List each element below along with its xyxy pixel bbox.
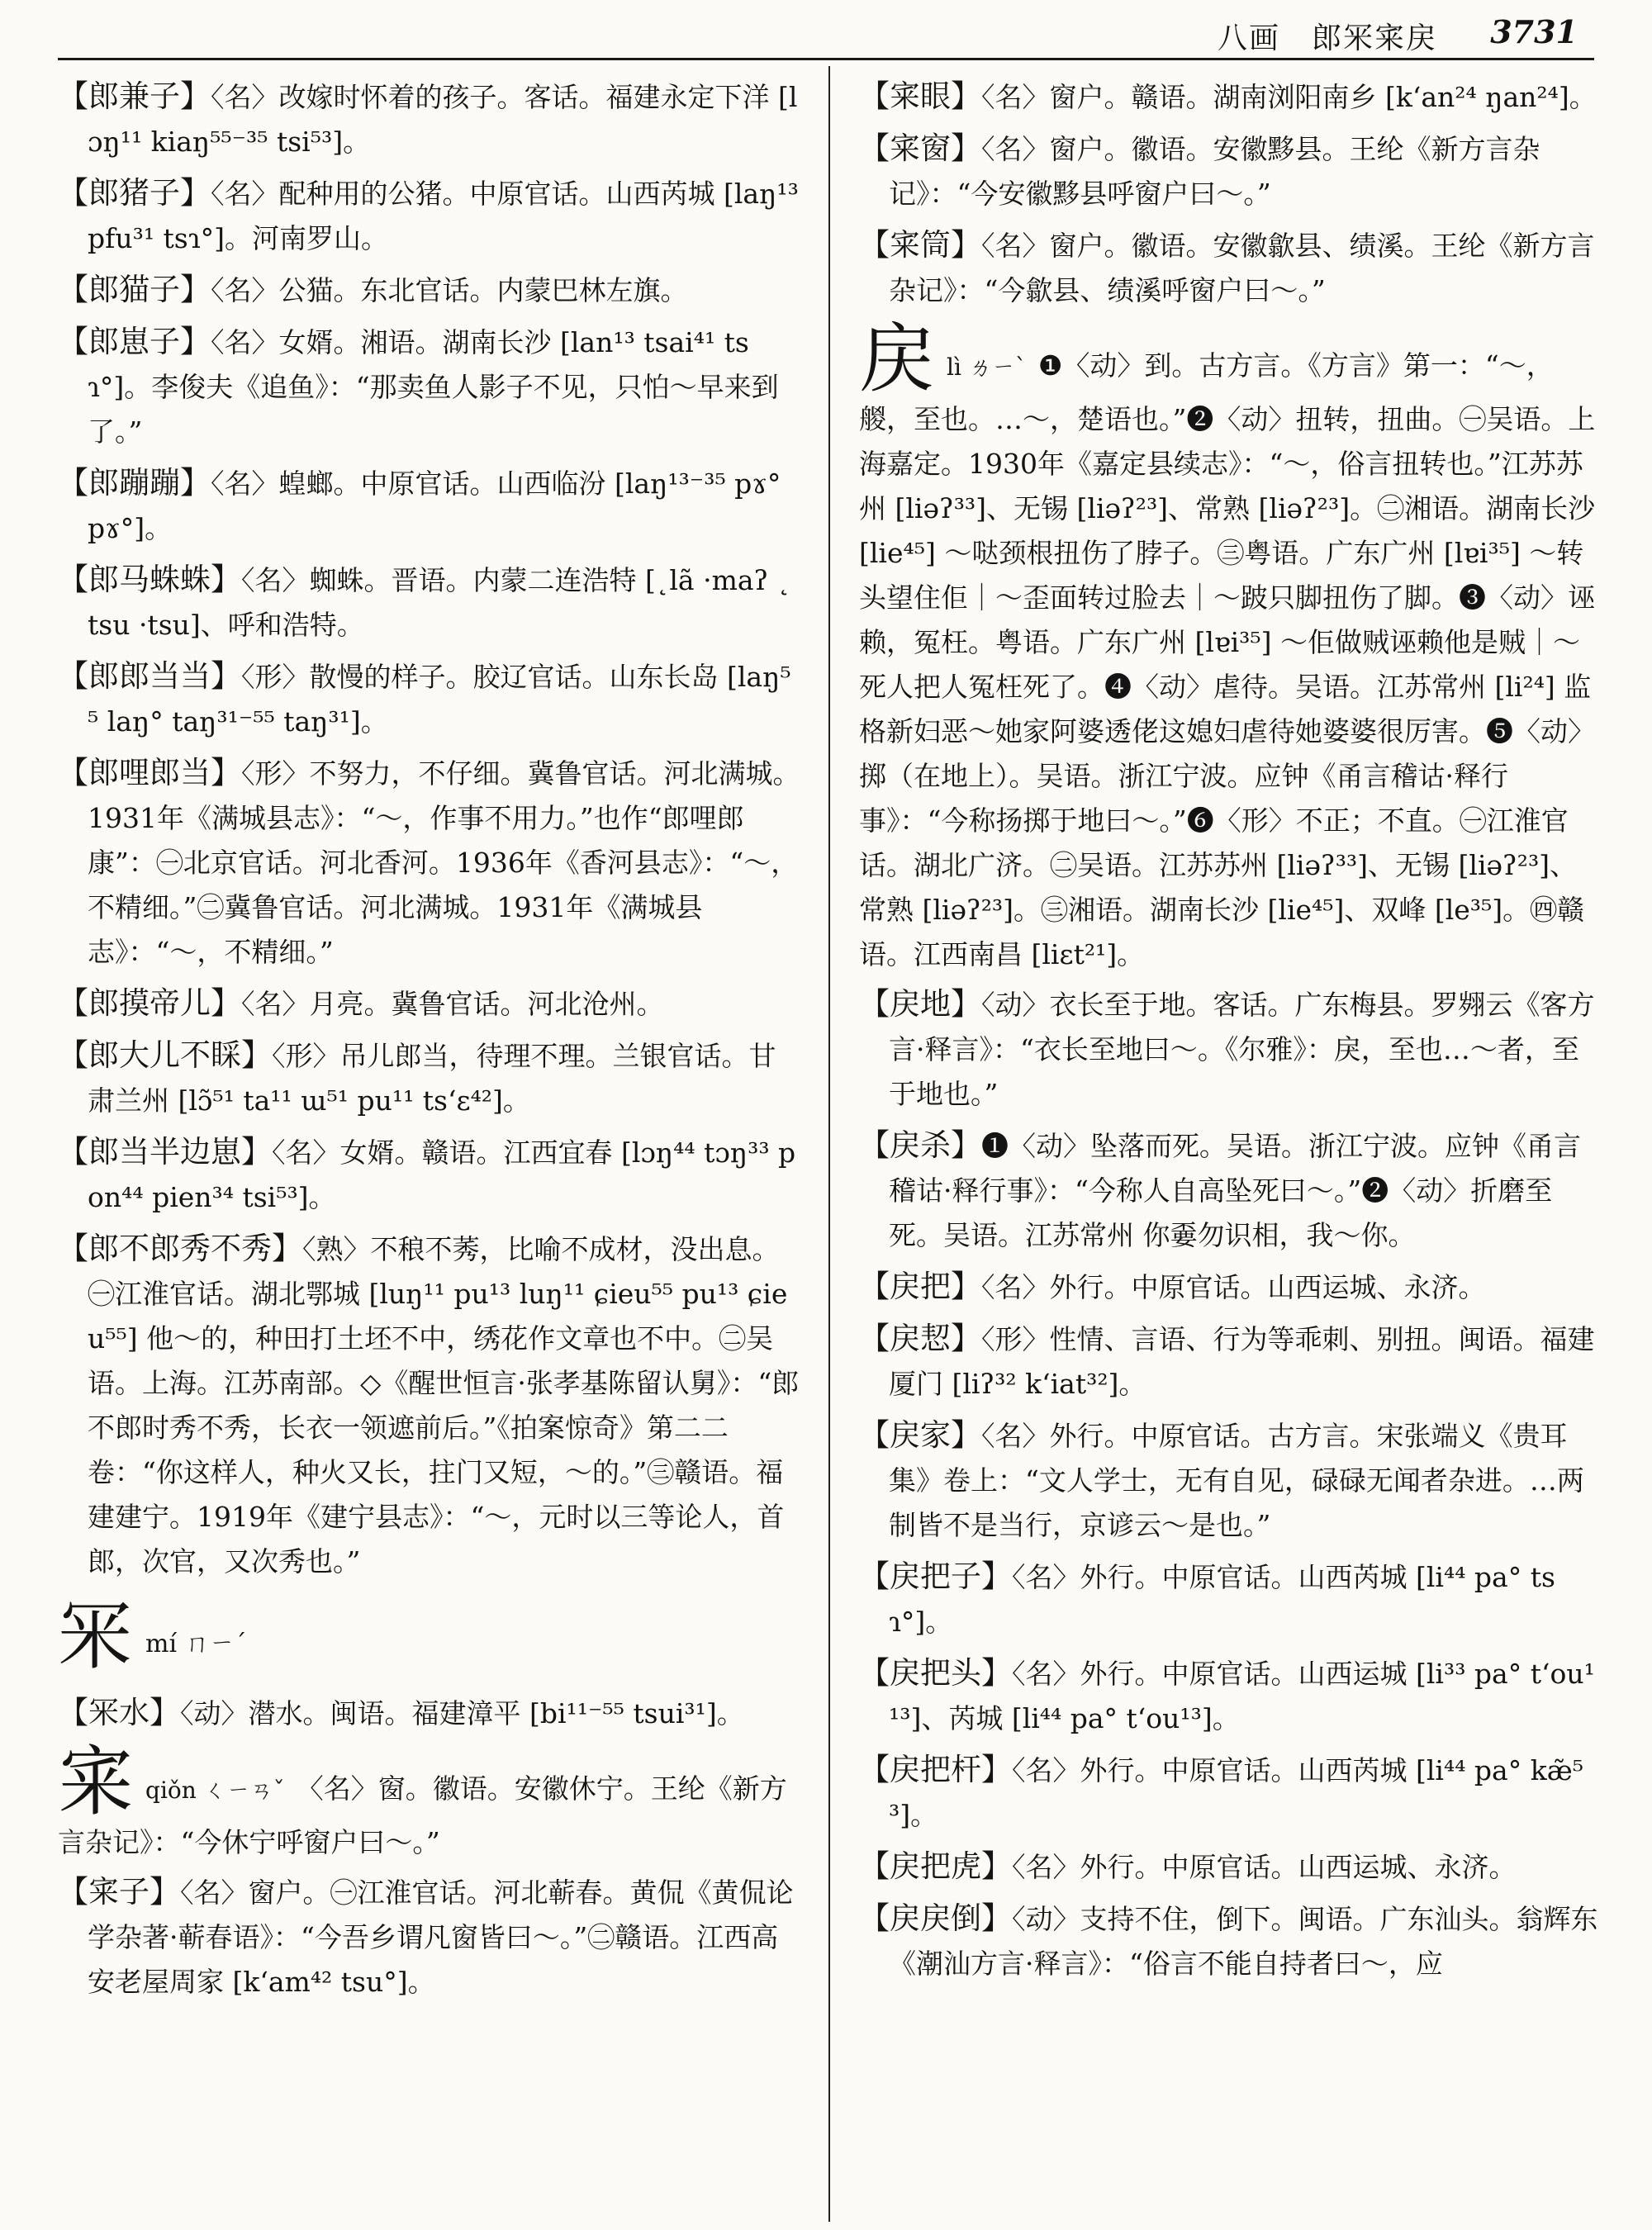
entry-definition: 〈名〉公猫。东北官话。内蒙巴林左旗。 (211, 274, 688, 306)
dictionary-entry (859, 982, 1602, 1117)
entry-definition: 〈动〉支持不住，倒下。闽语。广东汕头。翁辉东《潮汕方言·释言》：“俗言不能自持者曰～，应 (889, 1903, 1598, 1980)
entry-definition: 〈名〉女婿。赣语。江西宜春 [lɔŋ⁴⁴ tɔŋ³³ pon⁴⁴ pien³⁴ tsi⁵³]。 (88, 1136, 796, 1213)
dictionary-entry (58, 751, 801, 975)
entry-definition: 〈名〉女婿。湘语。湖南长沙 [lan¹³ tsai⁴¹ tsɿ°]。李俊夫《追鱼》：“那卖鱼人影子不见，只怕～早来到了。” (88, 326, 779, 448)
entry-definition: 〈名〉蜘蛛。晋语。内蒙二连浩特 [˛lã ·maʔ ˛tsu ·tsu]、呼和浩特。 (88, 564, 791, 641)
dictionary-entry (58, 558, 801, 648)
entry-definition: 〈熟〉不稂不莠，比喻不成材，没出息。㊀江淮官话。湖北鄂城 [luŋ¹¹ pu¹³ luŋ¹¹ ɕieu⁵⁵ pu¹³ ɕieu⁵⁵] 他～的，种田打土坯不中，绣花作文章也不中。㊁吴语。上海。江苏南部。◇《醒世恒言·张孝基陈留认舅》：“郎不郎时秀不秀，长衣一领遮前后。”《拍案惊奇》第二二卷：“你这样人，种火又长，拄门又短，～的。”㊂赣语。福建建宁。1919年《建宁县志》：“～，元时以三等论人，首郎，次官，又次秀也。” (88, 1233, 800, 1578)
entry-headword: 【戻把头】 (859, 1655, 1012, 1691)
dictionary-entry (859, 1264, 1602, 1310)
dictionary-entry (58, 1226, 801, 1584)
entry-headword: 【戻把虎】 (859, 1848, 1012, 1884)
entry-headword: 【戻恝】 (859, 1321, 981, 1356)
entry-headword: 【郎猪子】 (58, 175, 211, 211)
character-heading (58, 1738, 801, 1865)
head-character: 宷 (58, 1738, 135, 1826)
dictionary-entry (859, 1844, 1602, 1890)
column-divider (828, 66, 830, 2222)
dictionary-entry (859, 1748, 1602, 1838)
entry-headword: 【郎马蛛蛛】 (58, 562, 241, 597)
entry-definition: ❶〈动〉坠落而死。吴语。浙江宁波。应钟《甬言稽诂·释行事》：“今称人自高坠死曰～。”❷〈动〉折磨至死。吴语。江苏常州 你嫑勿识相，我～你。 (889, 1130, 1581, 1251)
dictionary-entry (859, 1896, 1602, 1986)
head-character: 冞 (58, 1593, 132, 1680)
entry-headword: 【郎蹦蹦】 (58, 465, 211, 501)
entry-definition: 〈名〉蝗螂。中原官话。山西临汾 [laŋ¹³⁻³⁵ pɤ° pɤ°]。 (88, 467, 781, 544)
entry-definition: 〈动〉衣长至于地。客话。广东梅县。罗翙云《客方言·释言》：“衣长至地曰～。《尔雅》：戾，至也…～者，至于地也。” (889, 989, 1595, 1110)
dictionary-entry (859, 1123, 1602, 1258)
dictionary-entry (859, 1317, 1602, 1407)
entry-definition: 〈名〉窗户。赣语。湖南浏阳南乡 [k‘an²⁴ ŋan²⁴]。 (981, 81, 1597, 113)
entry-headword: 【戻把】 (859, 1269, 981, 1304)
entry-headword: 【戻把杆】 (859, 1752, 1012, 1787)
entry-headword: 【戻杀】 (859, 1127, 981, 1163)
entry-definition: 〈名〉窗户。㊀江淮官话。河北蕲春。黄侃《黄侃论学杂著·蕲春语》：“今吾乡谓凡窗皆曰～。”㊁赣语。江西高安老屋周家 [k‘am⁴² tsu°]。 (88, 1877, 794, 1998)
character-heading (859, 315, 1602, 977)
dictionary-entry (859, 74, 1602, 120)
entry-headword: 【宷窗】 (859, 130, 981, 166)
head-character: 戻 (859, 315, 936, 403)
entry-headword: 【郎崽子】 (58, 324, 211, 359)
entry-definition: 〈动〉潜水。闽语。福建漳平 [bi¹¹⁻⁵⁵ tsui³¹]。 (180, 1697, 744, 1729)
page-header (58, 15, 1594, 60)
entry-definition: 〈形〉不努力，不仔细。冀鲁官话。河北满城。1931年《满城县志》：“～，作事不用力。”也作“郎哩郎康”：㊀北京官话。河北香河。1936年《香河县志》：“～，不精细。”㊁冀鲁官话。河北满城。1931年《满城县志》：“～，不精细。” (88, 757, 800, 968)
dictionary-entry (58, 981, 801, 1027)
dictionary-entry (58, 1130, 801, 1220)
dictionary-entry (58, 1691, 801, 1736)
dictionary-entry (859, 223, 1602, 313)
dictionary-entry (859, 126, 1602, 216)
head-character-pronunciation: qiǒn ㄑㄧㄢˇ (145, 1777, 285, 1804)
chapter-heading: 八画 郎冞宷戻 (1217, 21, 1437, 55)
right-column (859, 74, 1602, 2222)
entry-headword: 【戻戻倒】 (859, 1900, 1012, 1936)
dictionary-entry (58, 1870, 801, 2005)
entry-headword: 【宷眼】 (859, 78, 981, 114)
entry-definition: 〈名〉窗户。徽语。安徽歙县、绩溪。王纶《新方言杂记》：“今歙县、绩溪呼窗户曰～。” (889, 230, 1595, 306)
entry-definition: 〈形〉吊儿郎当，待理不理。兰银官话。甘肃兰州 [lɔ̃⁵¹ ta¹¹ ɯ⁵¹ pu¹¹ ts‘ɛ⁴²]。 (88, 1040, 776, 1117)
entry-definition: 〈名〉外行。中原官话。山西运城 [li³³ pa° t‘ou¹¹³]、芮城 [li⁴⁴ pa° t‘ou¹³]。 (889, 1658, 1595, 1734)
entry-headword: 【戻把子】 (859, 1559, 1012, 1594)
entry-headword: 【宷子】 (58, 1874, 180, 1910)
head-character-pronunciation: mí ㄇㄧˊ (145, 1630, 247, 1658)
dictionary-entry (58, 654, 801, 744)
entry-definition: 〈名〉外行。中原官话。山西芮城 [li⁴⁴ pa° tsɿ°]。 (889, 1561, 1555, 1638)
page-number: 3731 (1490, 13, 1578, 50)
entry-definition: 〈形〉散慢的样子。胶辽官话。山东长岛 [laŋ⁵⁵ laŋ° taŋ³¹⁻⁵⁵ taŋ³¹]。 (88, 661, 791, 738)
dictionary-entry (58, 171, 801, 261)
dictionary-entry (58, 320, 801, 454)
dictionary-entry (58, 74, 801, 164)
entry-headword: 【宷筒】 (859, 227, 981, 263)
entry-definition: 〈名〉外行。中原官话。山西运城、永济。 (981, 1271, 1486, 1303)
entry-definition: 〈名〉外行。中原官话。山西运城、永济。 (1012, 1851, 1517, 1883)
entry-headword: 【郎不郎秀不秀】 (58, 1231, 302, 1266)
character-heading (58, 1593, 801, 1686)
left-column (58, 74, 801, 2222)
dictionary-entry (58, 461, 801, 551)
entry-headword: 【戻家】 (859, 1417, 981, 1453)
dictionary-entry (859, 1554, 1602, 1644)
head-character-pronunciation: lì ㄌㄧˋ (947, 353, 1027, 381)
dictionary-entry (58, 268, 801, 313)
entry-definition: 〈名〉窗户。徽语。安徽黟县。王纶《新方言杂记》：“今安徽黟县呼窗户曰～。” (889, 133, 1540, 210)
dictionary-entry (859, 1651, 1602, 1741)
entry-headword: 【郎当半边崽】 (58, 1134, 272, 1170)
entry-definition: 〈名〉月亮。冀鲁官话。河北沧州。 (241, 988, 664, 1020)
entry-headword: 【郎郎当当】 (58, 658, 241, 694)
entry-headword: 【郎猫子】 (58, 272, 211, 307)
entry-definition: 〈名〉配种用的公猪。中原官话。山西芮城 [laŋ¹³ pfu³¹ tsɿ°]。河南罗山。 (88, 178, 799, 254)
entry-definition: 〈名〉外行。中原官话。古方言。宋张端义《贵耳集》卷上：“文人学士，无有自见，碌碌无闻者杂进。…两制皆不是当行，京谚云～是也。” (889, 1420, 1584, 1541)
entry-definition: 〈名〉外行。中原官话。山西芮城 [li⁴⁴ pa° kæ̃⁵³]。 (889, 1754, 1583, 1831)
entry-headword: 【郎兼子】 (58, 78, 211, 114)
entry-headword: 【戻地】 (859, 986, 981, 1022)
entry-headword: 【郎摸帝儿】 (58, 985, 241, 1021)
entry-headword: 【郎哩郎当】 (58, 755, 241, 790)
entry-headword: 【郎大儿不睬】 (58, 1037, 272, 1073)
entry-definition: 〈名〉改嫁时怀着的孩子。客话。福建永定下洋 [lɔŋ¹¹ kiaŋ⁵⁵⁻³⁵ tsi⁵³]。 (88, 81, 798, 158)
entry-definition: 〈形〉性情、言语、行为等乖刺、别扭。闽语。福建厦门 [liʔ³² k‘iat³²]。 (889, 1323, 1595, 1400)
entry-headword: 【冞水】 (58, 1695, 180, 1730)
head-character-definition: ❶〈动〉到。古方言。《方言》第一：“～，艐，至也。…～，楚语也。”❷〈动〉扭转，扭曲。㊀吴语。上海嘉定。1930年《嘉定县续志》：“～，俗言扭转也。”江苏苏州 [liəʔ³³]、无锡 [liəʔ²³]、常熟 [liəʔ²³]。㊁湘语。湖南长沙 [lie⁴⁵] ～哒颈根扭伤了脖子。㊂粤语。广东广州 [lɐi³⁵] ～转头望住佢｜～歪面转过脸去｜～跛只脚扭伤了脚。❸〈动〉诬赖，冤枉。粤语。广东广州 [lɐi³⁵] ～佢做贼诬赖他是贼｜～死人把人冤枉死了。❹〈动〉虐待。吴语。江苏常州 [li²⁴] 监格新妇恶～她家阿婆透佬这媳妇虐待她婆婆很厉害。❺〈动〉掷（在地上）。吴语。浙江宁波。应钟《甬言稽诂·释行事》：“今称扬掷于地曰～。”❻〈形〉不正；不直。㊀江淮官话。湖北广济。㊁吴语。江苏苏州 [liəʔ³³]、无锡 [liəʔ²³]、常熟 [liəʔ²³]。㊂湘语。湖南长沙 [lie⁴⁵]、双峰 [le³⁵]。㊃赣语。江西南昌 [liɛt²¹]。 (859, 349, 1596, 970)
head-character-definition: 〈名〉窗。徽语。安徽休宁。王纶《新方言杂记》：“今休宁呼窗户曰～。” (58, 1772, 787, 1858)
dictionary-entry (859, 1413, 1602, 1548)
dictionary-entry (58, 1033, 801, 1123)
